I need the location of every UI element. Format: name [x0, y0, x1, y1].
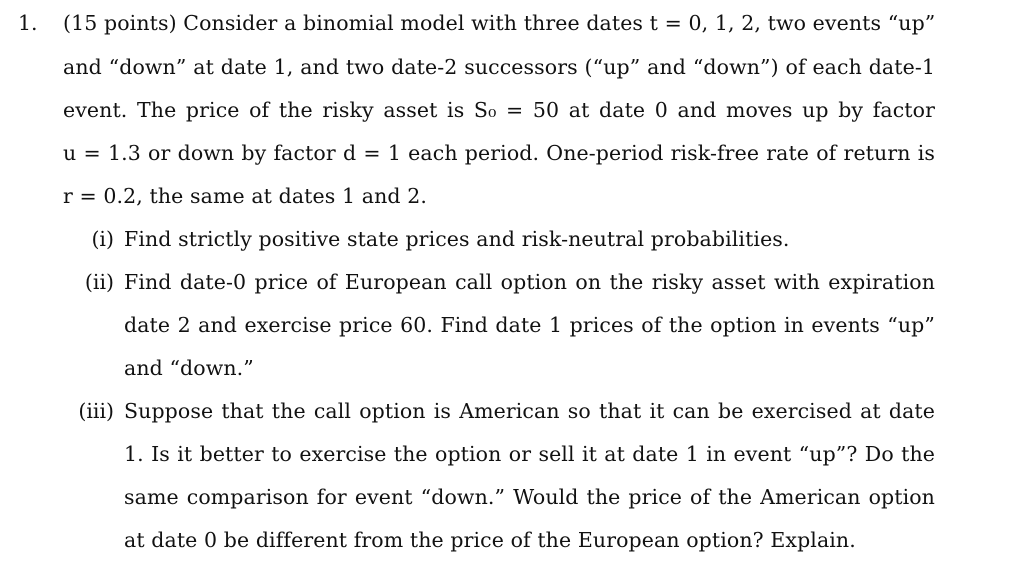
part-line: and “down.” [124, 356, 254, 380]
part-label: (iii) [78, 399, 114, 423]
part-line: date 2 and exercise price 60. Find date 1 prices of the option in events “up” [124, 313, 935, 337]
problem-line: event. The price of the risky asset is S₀ = 50 at date 0 and moves up by factor [63, 98, 935, 122]
problem-line: (15 points) Consider a binomial model with three dates t = 0, 1, 2, two events “up” [63, 11, 936, 35]
part-line: Find date-0 price of European call option on the risky asset with expiration [124, 270, 935, 294]
part-label: (i) [91, 227, 114, 251]
part-line: same comparison for event “down.” Would the price of the American option [124, 485, 935, 509]
problem-line: and “down” at date 1, and two date-2 successors (“up” and “down”) of each date-1 [63, 55, 935, 79]
problem-line: r = 0.2, the same at dates 1 and 2. [63, 184, 427, 208]
part-line: at date 0 be different from the price of the European option? Explain. [124, 528, 856, 552]
problem-line: u = 1.3 or down by factor d = 1 each period. One-period risk-free rate of return is [63, 141, 935, 165]
part-label: (ii) [84, 270, 114, 294]
part-line: 1. Is it better to exercise the option or sell it at date 1 in event “up”? Do the [124, 442, 935, 466]
part-line: Find strictly positive state prices and risk-neutral probabilities. [124, 227, 790, 251]
part-line: Suppose that the call option is American so that it can be exercised at date [124, 399, 935, 423]
problem-number: 1. [18, 11, 38, 35]
